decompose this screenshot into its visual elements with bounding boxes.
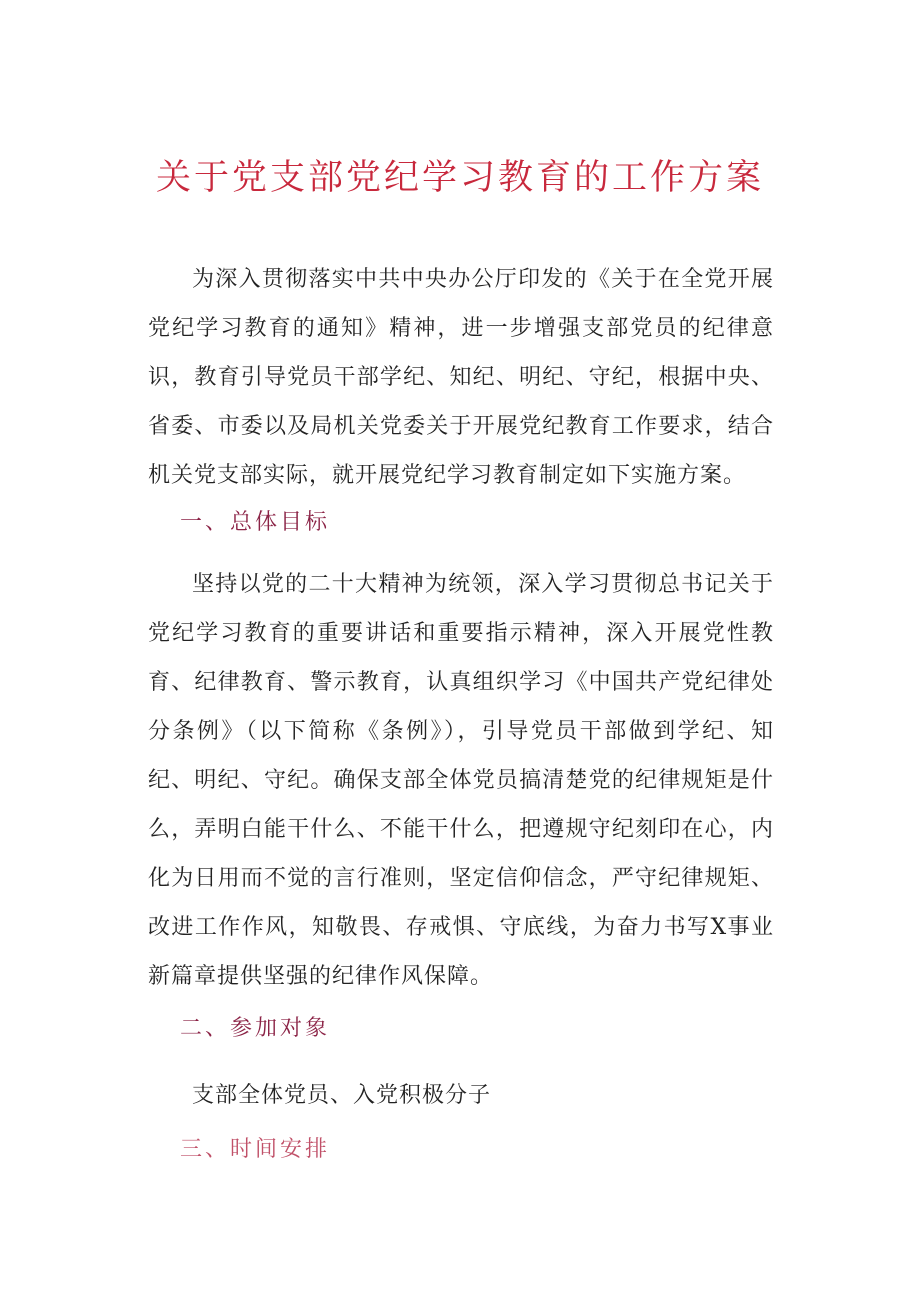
section-body-participants: 支部全体党员、入党积极分子 [192, 1083, 492, 1108]
section-heading-participants: 二、参加对象 [180, 1016, 331, 1041]
document-title: 关于党支部党纪学习教育的工作方案 [155, 158, 764, 198]
section-heading-schedule: 三、时间安排 [180, 1137, 331, 1162]
section-heading-goals: 一、总体目标 [180, 510, 331, 535]
section-body-goals: 坚持以党的二十大精神为统领，深入学习贯彻总书记关于党纪学习教育的重要讲话和重要指示精神，深入开展党性教育、纪律教育、警示教育，认真组织学习《中国共产党纪律处分条例》（以下简称《条例》），引导党员干部做到学纪、知纪、明纪、守纪。确保支部全体党员搞清楚党的纪律规矩是什么，弄明白能干什么、不能干什么，把遵规守纪刻印在心，内化为日用而不觉的言行准则，坚定信仰信念，严守纪律规矩、改进工作作风，知敬畏、存戒惧、守底线，为奋力书写X事业新篇章提供坚强的纪律作风保障。 [148, 572, 774, 989]
intro-paragraph: 为深入贯彻落实中共中央办公厅印发的《关于在全党开展党纪学习教育的通知》精神，进一步增强支部党员的纪律意识，教育引导党员干部学纪、知纪、明纪、守纪，根据中央、省委、市委以及局机关党委关于开展党纪教育工作要求，结合机关党支部实际，就开展党纪学习教育制定如下实施方案。 [148, 267, 774, 488]
